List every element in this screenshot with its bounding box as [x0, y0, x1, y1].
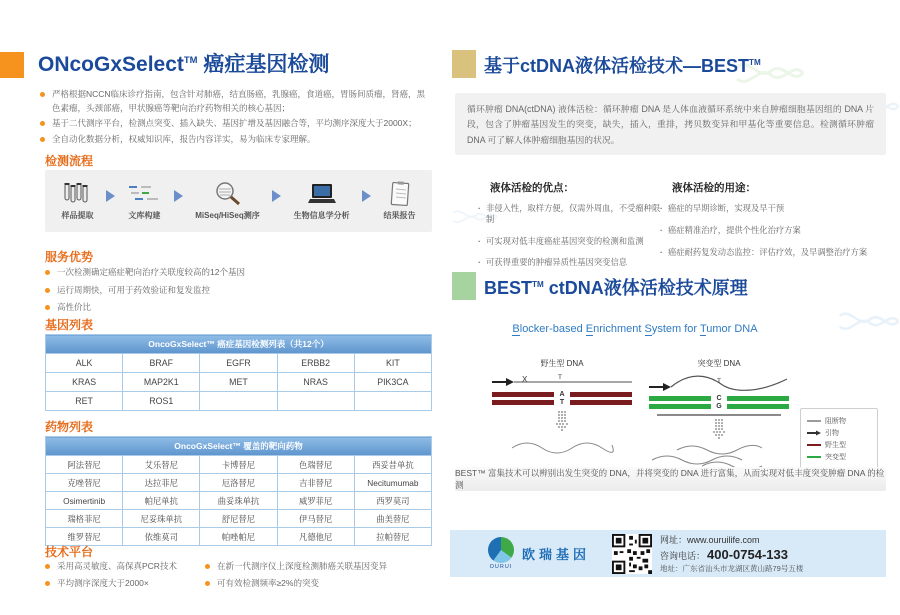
drug-cell: 凡德他尼 [277, 528, 354, 546]
legend-item [807, 428, 871, 438]
intro-bullet: 严格根据NCCN临床诊疗指南，包含针对肺癌，结直肠癌，乳腺癌，食道癌，胃肠间质瘤，肾癌，黑色素瘤，头颈部癌，甲状腺癌等靶向治疗药物相关的核心基因； [40, 88, 432, 115]
drug-cell: 伊马替尼 [277, 510, 354, 528]
process-step-label: 结果报告 [383, 211, 416, 220]
intro-bullet-list [40, 88, 432, 148]
gene-cell: MAP2K1 [123, 373, 200, 392]
advantage-bullet: 高性价比 [45, 301, 430, 315]
phone-line [660, 547, 803, 562]
ctdna-description: 循环肿瘤 DNA(ctDNA) 液体活检：循环肿瘤 DNA 是人体血液循环系统中来自肿瘤细胞基因组的 DNA 片段，包含了肿瘤基因发生的突变，缺失，插入，重排，拷贝数变异和甲基化等重要信息。检测循环肿瘤 DNA 可了解人体肿瘤细胞基因的状况。 [455, 93, 886, 155]
drug-cell: 吉非替尼 [277, 474, 354, 492]
wildtype-template-strand [492, 374, 632, 390]
gene-cell [200, 392, 277, 411]
best-title-cn: ctDNA液体活检技术原理 [543, 278, 748, 298]
gene-cell: KRAS [46, 373, 123, 392]
wildtype-strand-row [492, 398, 632, 406]
wildtype-bar [492, 392, 554, 397]
process-step-label: 生物信息学分析 [293, 211, 350, 220]
drug-cell: 达拉菲尼 [123, 474, 200, 492]
dna-decoration-icon [838, 300, 900, 346]
product-name: ONcoGxSelect [38, 53, 184, 76]
table-row [46, 510, 432, 528]
uses-heading: 液体活检的用途： [672, 182, 756, 194]
table-row [46, 474, 432, 492]
ourui-logo-icon [488, 537, 514, 563]
gene-cell: ERBB2 [277, 354, 354, 373]
gene-cell: RET [46, 392, 123, 411]
base-letter: A [559, 390, 565, 398]
primer-line-icon [492, 374, 632, 390]
pros-item: · 可获得重要的肿瘤异质性基因突变信息 [478, 257, 663, 268]
product-name-cn: 癌症基因检测 [197, 53, 330, 76]
drug-cell: 威罗菲尼 [277, 492, 354, 510]
gene-cell [277, 392, 354, 411]
table-row [46, 354, 432, 373]
uses-item: · 癌症耐药复发动态监控：评估疗效，及早调整治疗方案 [660, 247, 875, 258]
gene-cell: MET [200, 373, 277, 392]
wild-base-on-line: T [558, 374, 562, 381]
laptop-icon [306, 181, 338, 207]
drug-cell: 西罗莫司 [354, 492, 431, 510]
section-heading-genes: 基因列表 [45, 318, 94, 332]
best-name: BEST [484, 278, 533, 298]
subtitle-letter: S [644, 323, 652, 335]
legend-item [807, 452, 871, 462]
best-subtitle [490, 323, 780, 335]
mutant-bar [727, 404, 789, 409]
title-accent-bar [0, 52, 24, 78]
website-label: 网址： [660, 535, 688, 545]
trademark-mark: TM [183, 55, 198, 66]
wildtype-bar [570, 400, 632, 405]
logo-en-text: OURUI [489, 564, 513, 570]
mutant-bar [727, 396, 789, 401]
page-title-right [484, 52, 761, 78]
uses-item: · 癌症的早期诊断，实现及早干预 [660, 203, 875, 214]
base-letter: C [716, 394, 722, 402]
mutant-bar [649, 404, 711, 409]
blocker-line [657, 414, 781, 416]
mutant-strand-row [649, 394, 789, 402]
drug-table-header: OncoGxSelect™ 覆盖的靶向药物 [46, 437, 432, 456]
website-line [660, 533, 803, 546]
gene-table [45, 334, 432, 411]
drug-cell: 西妥昔单抗 [354, 456, 431, 474]
base-letter: G [716, 402, 722, 410]
library-fragments-icon [127, 181, 161, 207]
drug-cell: 瑞格菲尼 [46, 510, 123, 528]
platform-bullet: 可有效检测频率≥2%的突变 [205, 577, 430, 591]
mutant-template-strand [649, 374, 789, 394]
dna-fragment-wave-icon [507, 438, 617, 454]
section-title-text: 基于ctDNA液体活检技术—BEST [484, 56, 750, 76]
drug-cell: 克唑替尼 [46, 474, 123, 492]
table-row [46, 392, 432, 411]
gene-cell [354, 392, 431, 411]
wildtype-bar [492, 400, 554, 405]
mutant-label: 突变型 DNA [697, 359, 741, 368]
gene-cell: ROS1 [123, 392, 200, 411]
uses-list [660, 203, 875, 257]
section-heading-platform: 技术平台 [45, 545, 94, 559]
section-heading-drugs: 药物列表 [45, 420, 94, 434]
mutant-bar [649, 396, 711, 401]
gene-cell: PIK3CA [354, 373, 431, 392]
drug-cell: 阿法替尼 [46, 456, 123, 474]
mutant-legend-line [807, 456, 821, 458]
legend-item [807, 416, 871, 426]
mutant-strand-row [649, 402, 789, 410]
drug-cell: 帕唑帕尼 [200, 528, 277, 546]
drug-cell: 卡博替尼 [200, 456, 277, 474]
pros-heading: 液体活检的优点： [490, 182, 574, 194]
intro-bullet: 基于二代测序平台，检测点突变、插入缺失、基因扩增及基因融合等，平均测序深度大于2000X； [40, 117, 432, 131]
platform-bullet: 平均测序深度大于2000× [45, 577, 225, 591]
legend-label: 野生型 [825, 442, 846, 449]
drug-cell: 拉帕替尼 [354, 528, 431, 546]
address-line: 地址：广东省汕头市龙湖区黄山路79号五楼 [660, 564, 804, 573]
advantage-bullet: 一次检测确定癌症靶向治疗关联度较高的12个基因 [45, 266, 430, 280]
arrow-right-icon [174, 190, 183, 202]
dotted-down-arrow-icon [711, 418, 727, 442]
company-name: 欧瑞基因 [522, 547, 591, 562]
website-url: www.ouruilife.com [687, 535, 760, 545]
legend-label: 阻断物 [825, 418, 846, 425]
mutant-base-on-hump: T [717, 378, 721, 385]
intro-bullet: 全自动化数据分析，权威知识库，报告内容详实，易为临床专家理解。 [40, 133, 432, 147]
table-row [46, 492, 432, 510]
diagram-legend [800, 408, 878, 470]
gene-cell: ALK [46, 354, 123, 373]
table-row [46, 456, 432, 474]
wildtype-bar [570, 392, 632, 397]
subtitle-text: umor DNA [706, 323, 758, 335]
trademark-mark: TM [532, 280, 544, 289]
dotted-down-arrow-icon [554, 410, 570, 434]
process-step [294, 181, 350, 221]
phone-label: 咨询电话： [660, 551, 706, 561]
footer-bar [450, 530, 886, 577]
process-step [195, 181, 259, 221]
wildtype-label: 野生型 DNA [540, 359, 584, 368]
process-step [384, 181, 416, 221]
trademark-mark: TM [749, 58, 761, 67]
table-row [46, 373, 432, 392]
qr-code-icon [612, 534, 652, 574]
drug-cell: Necitumumab [354, 474, 431, 492]
liquid-biopsy-uses [660, 180, 875, 268]
gene-cell: KIT [354, 354, 431, 373]
arrow-right-icon [362, 190, 371, 202]
subtitle-letter: E [585, 323, 594, 335]
pros-item: · 可实现对低丰度癌症基因突变的检测和监测 [478, 236, 663, 247]
drug-cell: Osimertinib [46, 492, 123, 510]
subtitle-text: locker-based [519, 323, 586, 335]
process-step [61, 181, 93, 221]
block-x-mark: X [522, 375, 528, 384]
best-summary-box: BEST™ 富集技术可以辨别出发生突变的 DNA，并将突变的 DNA 进行富集，从而实现对低丰度突变肿瘤 DNA 的检测 [455, 468, 885, 490]
uses-item: · 癌症精准治疗，提供个性化治疗方案 [660, 225, 875, 236]
section-heading-advantages: 服务优势 [45, 250, 94, 264]
gene-table-header: OncoGxSelect™ 癌症基因检测列表（共12个） [46, 335, 432, 354]
title-accent-bar [452, 50, 476, 78]
legend-label: 引物 [825, 430, 839, 437]
drug-table [45, 436, 432, 546]
best-principle-title [484, 274, 748, 300]
drug-cell: 依维莫司 [123, 528, 200, 546]
phone-number: 400-0754-133 [707, 547, 788, 562]
pros-list [478, 203, 663, 268]
advantages-list [45, 266, 430, 319]
arrow-right-icon [272, 190, 281, 202]
wildtype-legend-line [807, 444, 821, 446]
process-step-label: 样品提取 [61, 211, 94, 220]
legend-label: 突变型 [825, 454, 846, 461]
wildtype-strand-row [492, 390, 632, 398]
process-step-label: 文库构建 [128, 211, 161, 220]
drug-cell: 色瑞替尼 [277, 456, 354, 474]
drug-cell: 曲妥珠单抗 [200, 492, 277, 510]
table-row [46, 528, 432, 546]
subtitle-text: nrichment [593, 323, 645, 335]
legend-item [807, 440, 871, 450]
arrow-right-icon [106, 190, 115, 202]
base-letter: T [559, 398, 565, 406]
drug-cell: 曲美替尼 [354, 510, 431, 528]
platform-list-left [45, 560, 225, 593]
platform-bullet: 在新一代测序仪上深度检测肺癌关联基因变异 [205, 560, 430, 574]
report-clipboard-icon [388, 181, 412, 207]
contact-info [660, 533, 803, 574]
mutant-diagram [645, 358, 793, 484]
gene-cell: NRAS [277, 373, 354, 392]
drug-cell: 尼妥珠单抗 [123, 510, 200, 528]
gene-cell: EGFR [200, 354, 277, 373]
platform-bullet: 采用高灵敏度、高保真PCR技术 [45, 560, 225, 574]
sequencing-magnifier-icon [212, 181, 242, 207]
drug-cell: 厄洛替尼 [200, 474, 277, 492]
title-accent-bar [452, 272, 476, 300]
liquid-biopsy-pros [478, 180, 663, 279]
drug-cell: 艾乐替尼 [123, 456, 200, 474]
drug-cell: 舒尼替尼 [200, 510, 277, 528]
pros-item: · 非侵入性，取样方便，仅需外周血，不受瘤种限制 [478, 203, 663, 225]
platform-list-right [205, 560, 430, 593]
wildtype-diagram [488, 358, 636, 454]
subtitle-letter: T [699, 323, 707, 335]
company-logo [488, 537, 514, 570]
drug-cell: 帕尼单抗 [123, 492, 200, 510]
process-step-label: MiSeq/HiSeq测序 [195, 211, 260, 220]
sample-tubes-icon [62, 181, 92, 207]
drug-cell: 维罗替尼 [46, 528, 123, 546]
advantage-bullet: 运行周期快，可用于药效验证和复发监控 [45, 284, 430, 298]
gene-cell: BRAF [123, 354, 200, 373]
process-step [127, 181, 161, 221]
subtitle-text: ystem for [651, 323, 700, 335]
process-flow-box [45, 170, 432, 232]
subtitle-letter: B [512, 323, 520, 335]
page-title-left [38, 48, 329, 78]
blocker-legend-line [807, 420, 821, 422]
section-heading-process: 检测流程 [45, 154, 94, 168]
primer-legend-line [807, 430, 821, 436]
